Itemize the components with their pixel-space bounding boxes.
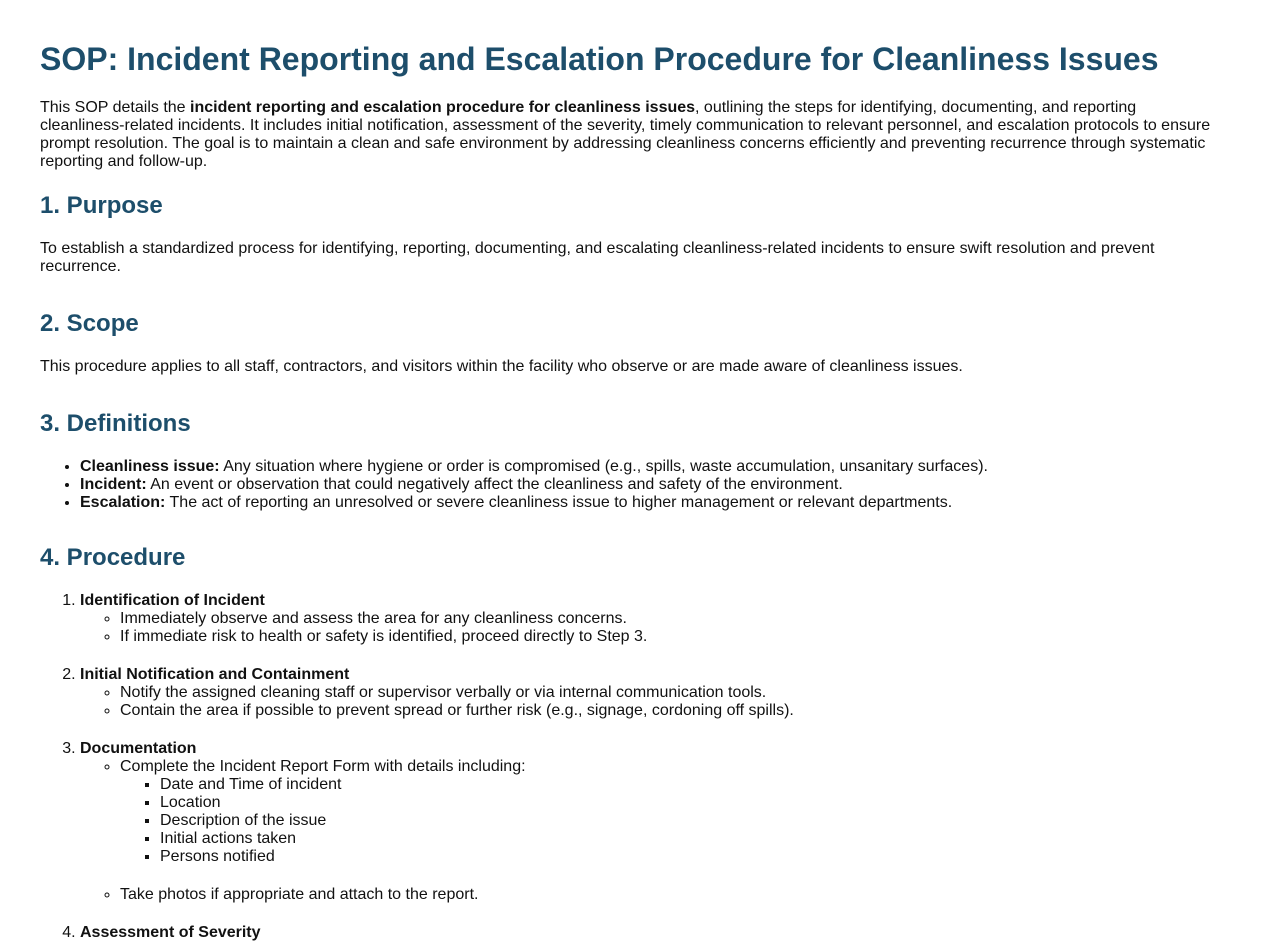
- definition-term: Incident:: [80, 476, 147, 493]
- definition-term: Escalation:: [80, 494, 166, 511]
- report-field: ▪ Initial actions taken: [160, 830, 1223, 848]
- procedure-heading: 4. Procedure: [40, 544, 186, 571]
- step-bullet: ◦ Take photos if appropriate and attach to the report.: [120, 886, 1223, 904]
- intro-text-bold: incident reporting and escalation procedure for cleanliness issues: [190, 99, 696, 116]
- definition-item: [80, 476, 1223, 494]
- procedure-steps: [40, 592, 1223, 942]
- definition-desc: An event or observation that could negatively affect the cleanliness and safety of the environment.: [146, 476, 843, 493]
- definition-desc: The act of reporting an unresolved or severe cleanliness issue to higher management or relevant departments.: [165, 494, 953, 511]
- step-title: Documentation: [80, 740, 197, 757]
- intro-text-start: This SOP details the: [40, 99, 190, 116]
- definition-item: [80, 494, 1223, 512]
- report-field: ▪ Date and Time of incident: [160, 776, 1223, 794]
- intro-text-end: , outlining the steps for identifying, documenting, and reporting cleanliness-related incidents. It includes initial notification, assessment of the severity, timely communication to relevant personnel, and escalation protocols to ensure prompt resolution. The goal is to maintain a clean and safe environment by addressing cleanliness concerns efficiently and preventing recurrence through systematic reporting and follow-up.: [40, 99, 1211, 170]
- procedure-step: [80, 592, 1223, 646]
- intro-paragraph: [40, 99, 1223, 171]
- step-bullets: [80, 684, 1223, 720]
- report-field: ▪ Location: [160, 794, 1223, 812]
- report-form-fields: [120, 776, 1223, 866]
- definition-item: [80, 458, 1223, 476]
- step-bullets: [80, 610, 1223, 646]
- step-bullet: ◦ Immediately observe and assess the area for any cleanliness concerns.: [120, 610, 1223, 628]
- step-bullet: [120, 758, 1223, 866]
- procedure-step: [80, 666, 1223, 720]
- step-title: Initial Notification and Containment: [80, 666, 350, 683]
- scope-heading: 2. Scope: [40, 310, 139, 337]
- step-bullet: ◦ Contain the area if possible to prevent spread or further risk (e.g., signage, cordoning off spills).: [120, 702, 1223, 720]
- step-title: Identification of Incident: [80, 592, 265, 609]
- definition-desc: Any situation where hygiene or order is compromised (e.g., spills, waste accumulation, unsanitary surfaces).: [219, 458, 988, 475]
- scope-text: This procedure applies to all staff, contractors, and visitors within the facility who observe or are made aware of cleanliness issues.: [40, 358, 963, 375]
- page-title: SOP: Incident Reporting and Escalation Procedure for Cleanliness Issues: [40, 41, 1159, 77]
- procedure-step: [80, 740, 1223, 904]
- step-title: Assessment of Severity: [80, 924, 261, 941]
- step-bullet: ◦ Notify the assigned cleaning staff or supervisor verbally or via internal communication tools.: [120, 684, 1223, 702]
- step-bullets: [80, 758, 1223, 904]
- report-field: ▪ Description of the issue: [160, 812, 1223, 830]
- definition-term: Cleanliness issue:: [80, 458, 220, 475]
- step-bullet: ◦ If immediate risk to health or safety is identified, proceed directly to Step 3.: [120, 628, 1223, 646]
- definitions-list: [40, 458, 1223, 512]
- purpose-text: To establish a standardized process for identifying, reporting, documenting, and escalating cleanliness-related incidents to ensure swift resolution and prevent recurrence.: [40, 240, 1155, 275]
- report-field: ▪ Persons notified: [160, 848, 1223, 866]
- purpose-heading: 1. Purpose: [40, 192, 163, 219]
- step-bullet-text: Complete the Incident Report Form with details including:: [120, 758, 526, 775]
- definitions-heading: 3. Definitions: [40, 410, 191, 437]
